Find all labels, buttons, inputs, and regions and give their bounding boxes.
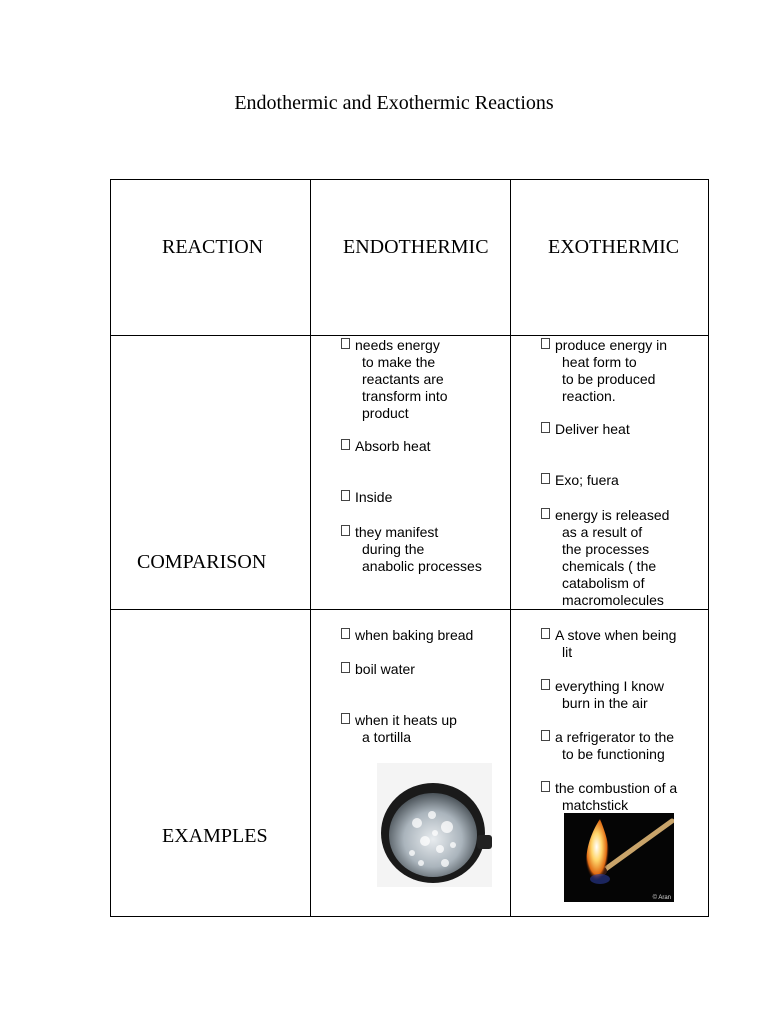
comparison-endo-item: Inside [341,489,531,506]
comparison-table [110,179,709,917]
example-exo-item: a refrigerator to the to be functioning [541,729,731,763]
bullet-box-icon [341,628,350,639]
example-endo-item: when baking bread [341,627,531,644]
match-flame-icon [564,813,674,902]
bullet-box-icon [541,508,550,519]
header-endothermic: ENDOTHERMIC [343,236,489,258]
example-endo-item: when it heats up a tortilla [341,712,531,746]
bullet-box-icon [341,525,350,536]
row-label-examples: EXAMPLES [162,825,268,847]
photo-credit: © Aran [652,895,671,901]
page-title: Endothermic and Exothermic Reactions [234,92,554,114]
example-exo-item: the combustion of a matchstick [541,780,731,814]
row-label-comparison: COMPARISON [137,551,267,573]
comparison-exo-item: energy is released as a result of the processes chemicals ( the catabolism of macromolecules [541,507,731,609]
bullet-box-icon [341,490,350,501]
comparison-endo-item: Absorb heat [341,438,531,455]
bullet-box-icon [341,713,350,724]
header-reaction: REACTION [162,236,264,258]
comparison-endo-item: they manifest during the anabolic processes [341,524,531,575]
row-divider-1 [111,335,708,336]
bullet-box-icon [541,679,550,690]
bullet-box-icon [541,422,550,433]
example-exo-item: everything I know burn in the air [541,678,731,712]
example-endo-item: boil water [341,661,531,678]
bullet-box-icon [341,439,350,450]
boiling-pot-icon [377,763,492,887]
bullet-box-icon [541,338,550,349]
bullet-box-icon [341,338,350,349]
bullet-box-icon [341,662,350,673]
comparison-exo-item: Deliver heat [541,421,731,438]
comparison-exo-item: produce energy in heat form to to be produced reaction. [541,337,731,405]
row-divider-2 [111,609,708,610]
column-divider-1 [310,180,311,916]
bullet-box-icon [541,473,550,484]
comparison-endo-item: needs energy to make the reactants are transform into product [341,337,531,422]
example-exo-item: A stove when being lit [541,627,731,661]
boiling-water-photo [377,763,492,887]
comparison-exo-item: Exo; fuera [541,472,731,489]
burning-match-photo [564,813,674,902]
bullet-box-icon [541,730,550,741]
bullet-box-icon [541,628,550,639]
bullet-box-icon [541,781,550,792]
header-exothermic: EXOTHERMIC [548,236,680,258]
